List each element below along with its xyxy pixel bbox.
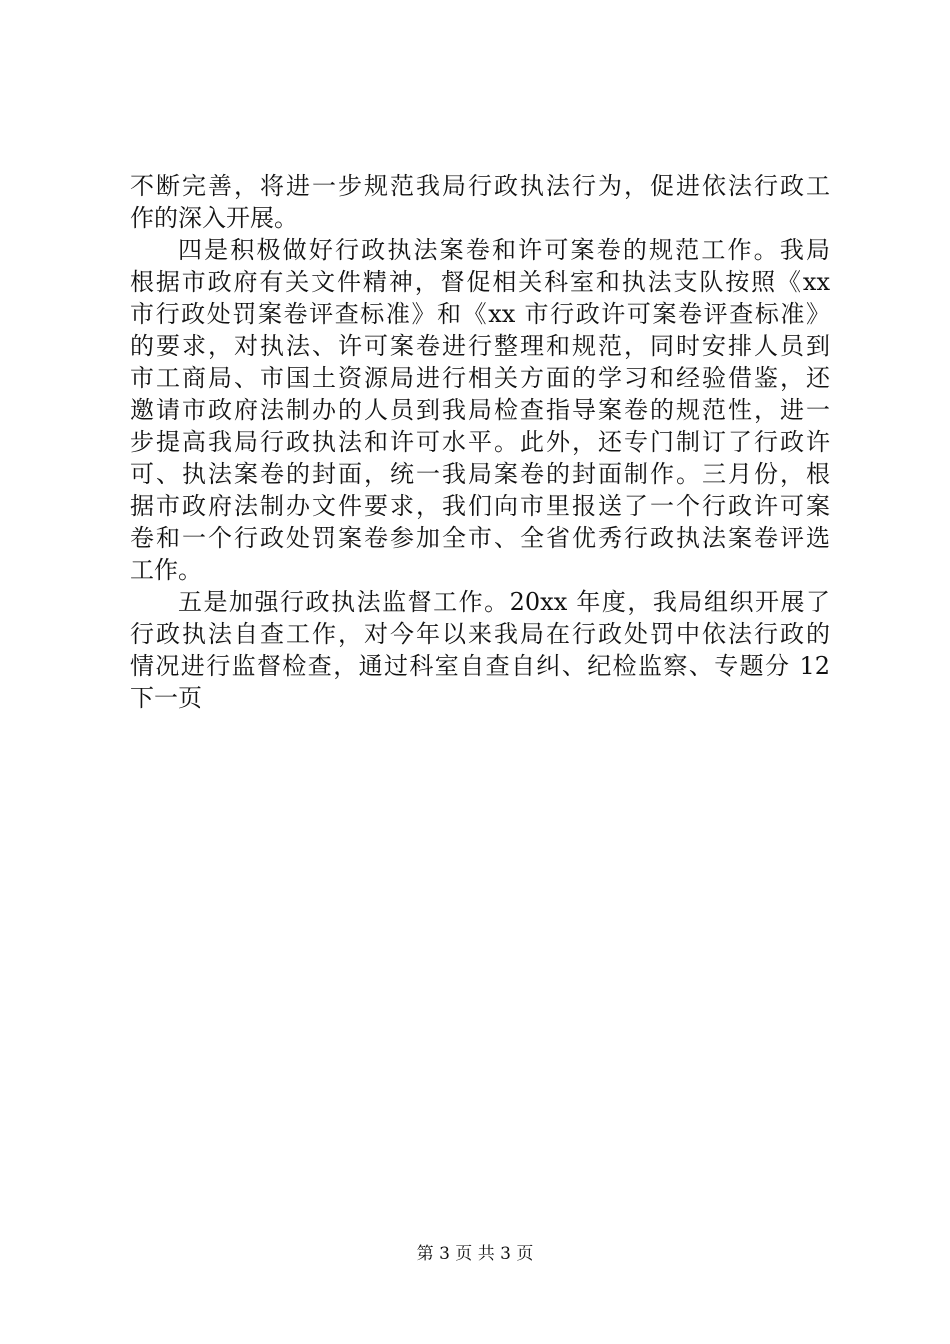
document-body [130,170,830,714]
text-line: 行政执法自查工作，对今年以来我局在行政处罚中依法行政的 [130,620,830,648]
text-line: 根据市政府有关文件精神，督促相关科室和执法支队按照《xx [130,268,830,296]
text-line: 的要求，对执法、许可案卷进行整理和规范，同时安排人员到 [130,332,830,360]
paragraph-start-line: 五是加强行政执法监督工作。20xx 年度，我局组织开展了 [178,588,830,616]
text-line: 市工商局、市国土资源局进行相关方面的学习和经验借鉴，还 [130,364,830,392]
page-number-footer: 第 3 页 共 3 页 [416,1244,534,1264]
text-line: 市行政处罚案卷评查标准》和《xx 市行政许可案卷评查标准》 [130,300,830,328]
text-line: 卷和一个行政处罚案卷参加全市、全省优秀行政执法案卷评选 [130,524,830,552]
text-line: 可、执法案卷的封面，统一我局案卷的封面制作。三月份，根 [130,460,830,488]
paragraph-start-line: 四是积极做好行政执法案卷和许可案卷的规范工作。我局 [178,236,830,264]
text-line: 不断完善，将进一步规范我局行政执法行为，促进依法行政工 [130,172,830,200]
next-page-link[interactable]: 下一页 [130,684,202,712]
text-line: 步提高我局行政执法和许可水平。此外，还专门制订了行政许 [130,428,830,456]
text-line: 据市政府法制办文件要求，我们向市里报送了一个行政许可案 [130,492,830,520]
text-line: 工作。 [130,556,202,584]
text-line: 情况进行监督检查，通过科室自查自纠、纪检监察、专题分 12 [130,652,830,680]
text-line: 邀请市政府法制办的人员到我局检查指导案卷的规范性，进一 [130,396,830,424]
text-line: 作的深入开展。 [130,204,298,232]
